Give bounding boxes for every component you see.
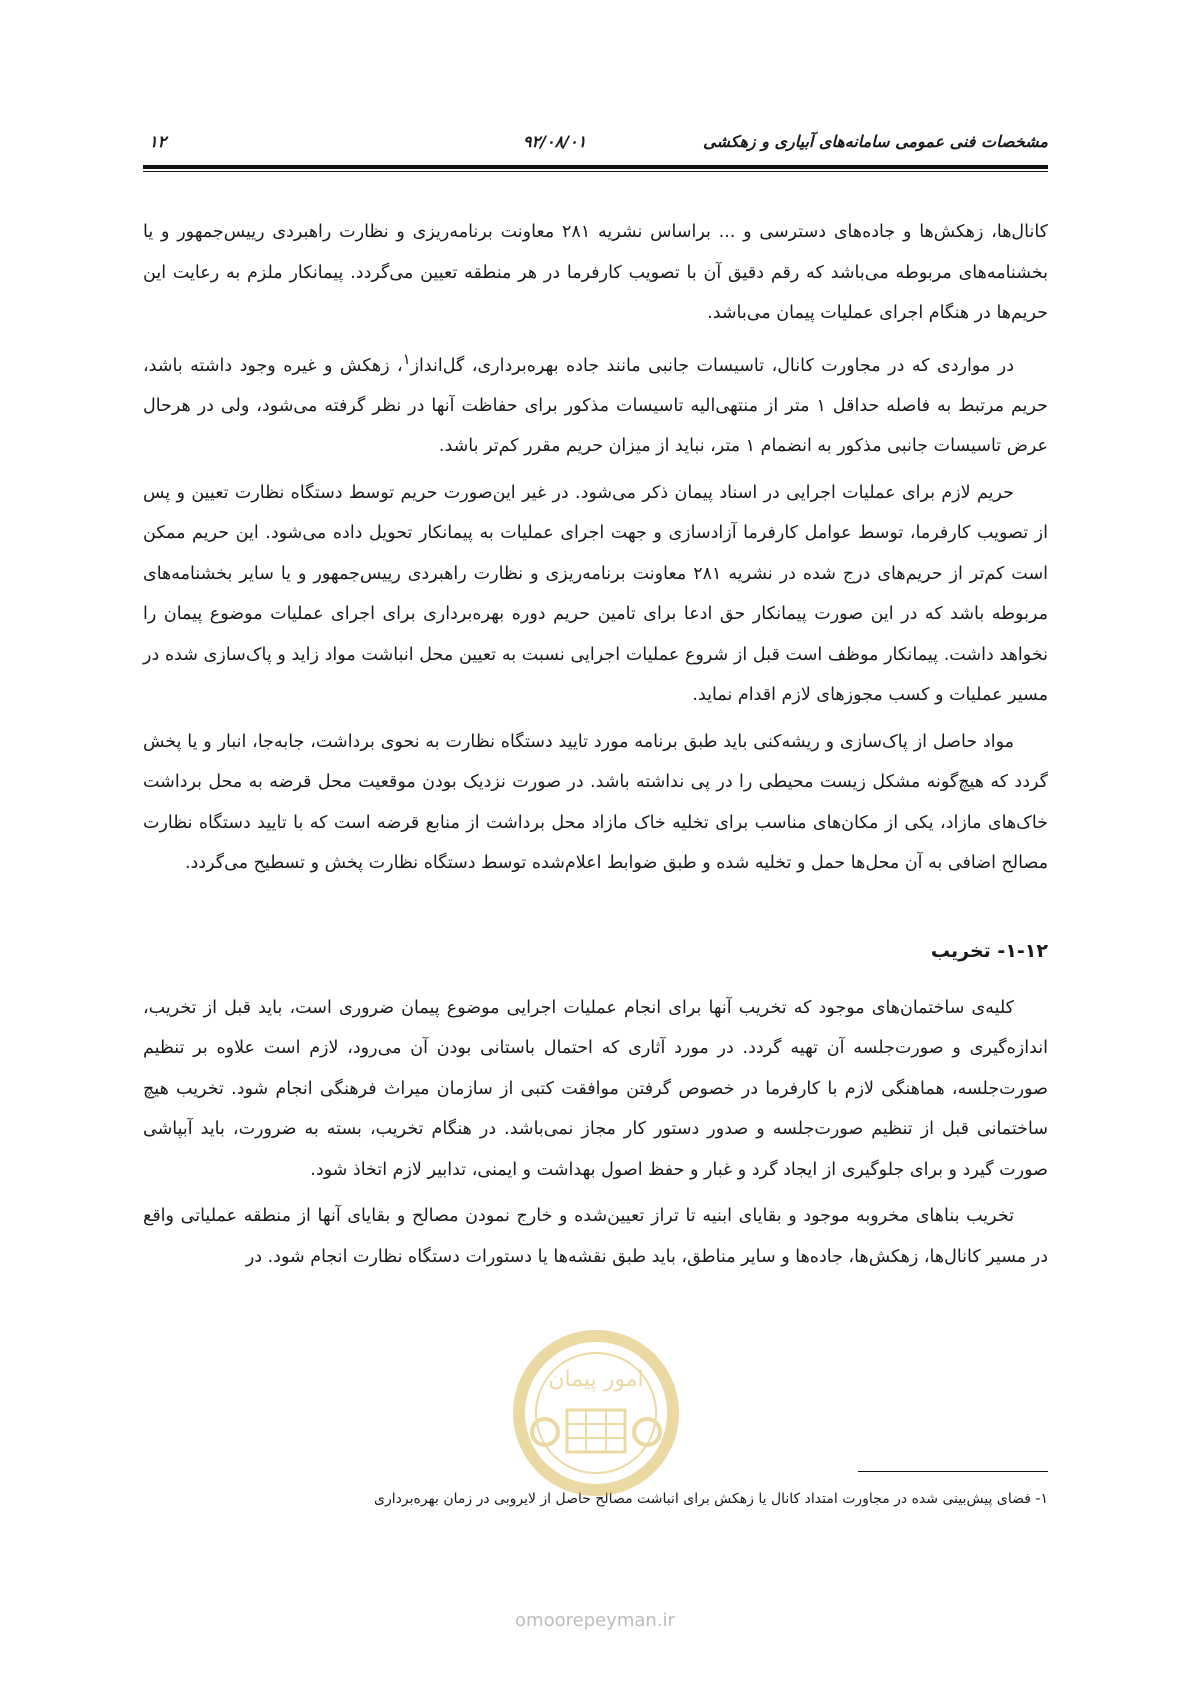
section-heading: ۱-۱۲- تخریب [930,939,1048,962]
paragraph: تخریب بناهای مخروبه موجود و بقایای ابنیه تا تراز تعیین‌شده و خارج نمودن مصالح و بقایای آنها از منطقه عملیاتی واقع در مسیر کانال‌ها، زهکش‌ها، جاده‌ها و سایر مناطق، باید طبق نقشه‌ها یا دستورات دستگاه نظارت انجام شود. در [143,1206,1048,1267]
seal-ring [519,1336,673,1490]
header-title: مشخصات فنی عمومی سامانه‌های آبیاری و زهکشی [703,132,1048,151]
seal-text: امور پیمان [548,1367,644,1392]
header-rule-thick [143,165,1048,169]
seal-base [551,1472,641,1486]
footnote: ۱- فضای پیش‌بینی شده در مجاورت امتداد کانال یا زهکش برای انباشت مصالح حاصل از لایروبی در زمان بهره‌برداری [374,1491,1048,1507]
page-number: ۱۲ [149,132,167,151]
paragraph-text: در مواردی که در مجاورت کانال، تاسیسات جانبی مانند جاده بهره‌برداری، گل‌انداز [410,355,1015,376]
seal-gear-left [532,1419,558,1445]
paragraph: حریم لازم برای عملیات اجرایی در اسناد پیمان ذکر می‌شود. در غیر این‌صورت حریم توسط دستگاه نظارت تعیین و پس از تصویب کارفرما، توسط عوامل کارفرما آزادسازی و جهت اجرای عملیات به پیمانکار تحویل داده می‌شود. این حریم ممکن است کم‌تر از حریم‌های درج شده در نشریه ۲۸۱ معاونت برنامه‌ریزی و نظارت راهبردی رییس‌جمهور و یا سایر بخشنامه‌های مربوطه باشد که در این صورت پیمانکار حق ادعا برای تامین حریم دوره بهره‌برداری برای اجرای عملیات موضوع پیمان را نخواهد داشت. پیمانکار موظف است قبل از شروع عملیات اجرایی نسبت به تعیین محل انباشت مواد زاید و پاک‌سازی شده در مسیر عملیات و کسب مجوزهای لازم اقدام نماید. [143,482,1048,706]
paragraph: کلیه‌ی ساختمان‌های موجود که تخریب آنها برای انجام عملیات اجرایی موضوع پیمان ضروری است، باید قبل از تخریب، اندازه‌گیری و صورت‌جلسه آن تهیه گردد. در مورد آثاری که احتمال باستانی بودن آن می‌رود، لازم است علاوه بر تنظیم صورت‌جلسه، هماهنگی لازم با کارفرما در خصوص گرفتن موافقت کتبی از سازمان میراث فرهنگی انجام شود. تخریب هیچ ساختمانی قبل از تنظیم صورت‌جلسه و صدور دستور کار مجاز نمی‌باشد. در هنگام تخریب، بسته به ضرورت، باید آبپاشی صورت گیرد و برای جلوگیری از ایجاد گرد و غبار و حفظ اصول بهداشت و ایمنی، تدابیر لازم اتخاذ شود. [143,997,1048,1180]
watermark-seal [507,1324,685,1594]
paragraph: کانال‌ها، زهکش‌ها و جاده‌های دسترسی و ... براساس نشریه ۲۸۱ معاونت برنامه‌ریزی و نظارت راهبردی رییس‌جمهور و یا بخشنامه‌های مربوطه می‌باشد که رقم دقیق آن با تصویب کارفرما در هر منطقه تعیین می‌گردد. پیمانکار ملزم به رعایت این حریم‌ها در هنگام اجرای عملیات پیمان می‌باشد. [143,222,1049,323]
page-header [143,128,1048,168]
paragraph: مواد حاصل از پاک‌سازی و ریشه‌کنی باید طبق برنامه مورد تایید دستگاه نظارت به نحوی برداشت، جابه‌جا، انبار و یا پخش گردد که هیچ‌گونه مشکل زیست محیطی را در پی نداشته باشد. در صورت نزدیک بودن موقعیت محل قرضه به محل برداشت خاک‌های مازاد، یکی از مکان‌های مناسب برای تخلیه خاک مازاد محل برداشت از منابع قرضه است که با تایید دستگاه نظارت مصالح اضافی به آن محل‌ها حمل و تخلیه شده و طبق ضوابط اعلام‌شده توسط دستگاه نظارت پخش و تسطیح می‌گردد. [143,731,1048,874]
paragraph-with-footnote [143,340,1048,467]
seal-gear-right [634,1419,660,1445]
seal-inner-ring [536,1353,656,1473]
header-rule-thin [143,171,1048,172]
body-text [143,212,1048,1283]
watermark-site: omoorepeyman.ir [515,1610,675,1631]
footnote-rule [858,1471,1048,1472]
header-date: ۹۲/۰۸/۰۱ [523,132,587,151]
paragraph-text: ، زهکش و غیره وجود داشته باشد، حریم مرتبط به فاصله حداقل ۱ متر از منتهی‌الیه تاسیسات مذکور برای حفاظت آنها در نظر گرفته می‌شود، ولی در هرحال عرض تاسیسات جانبی مذکور به انضمام ۱ متر، نباید از میزان حریم مقرر کم‌تر باشد. [143,355,1048,457]
seal-grid [567,1410,625,1452]
footnote-mark[interactable]: ۱ [402,350,411,368]
